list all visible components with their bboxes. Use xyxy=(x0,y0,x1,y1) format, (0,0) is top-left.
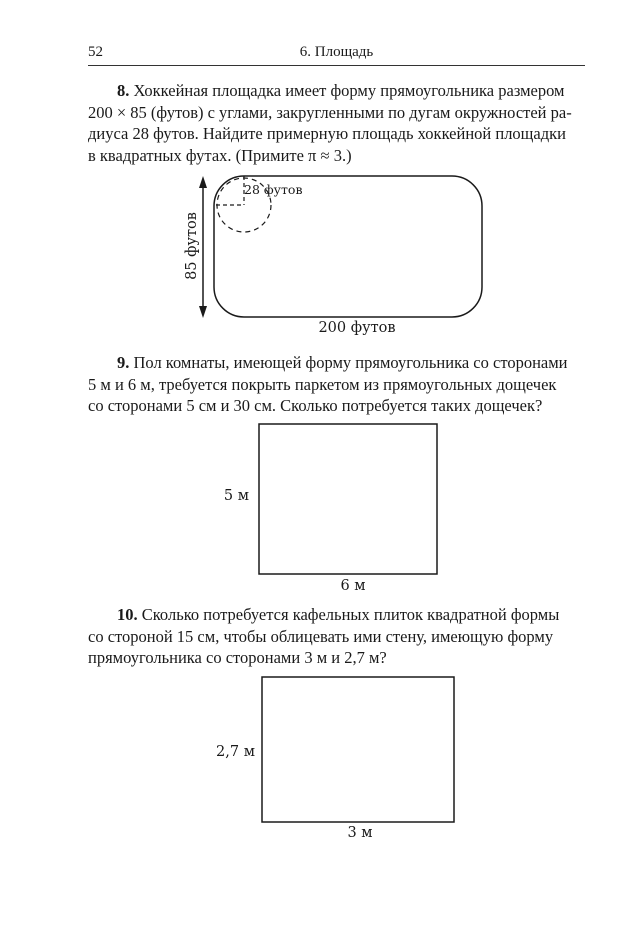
room-width-label: 6 м xyxy=(340,578,366,594)
wall-rectangle xyxy=(262,677,454,822)
radius-label: 28 футов xyxy=(244,182,303,197)
arrow-up-icon xyxy=(199,176,207,188)
arrow-down-icon xyxy=(199,306,207,318)
wall-width-label: 3 м xyxy=(347,825,373,841)
problem-8-number: 8. xyxy=(117,81,130,100)
problem-9-number: 9. xyxy=(117,353,130,372)
corner-circle xyxy=(217,178,271,232)
problem-8-line-3: диуса 28 футов. Найдите примерную площадь хоккейной площадки xyxy=(88,124,566,143)
problem-8-line-4: в квадратных футах. (Примите π ≈ 3.) xyxy=(88,145,352,165)
problem-8-text xyxy=(88,80,585,166)
problem-10-number: 10. xyxy=(117,605,138,624)
problem-8-line-1: 8. Хоккейная площадка имеет форму прямоугольника размером xyxy=(117,81,565,100)
wall-height-label: 2,7 м xyxy=(216,744,255,760)
problem-10-text xyxy=(88,604,585,669)
room-rectangle xyxy=(259,424,437,574)
problem-9-text xyxy=(88,352,585,417)
problem-9-line-1: 9. Пол комнаты, имеющей форму прямоугольника со сторонами xyxy=(117,353,568,372)
height-label: 85 футов xyxy=(184,212,200,280)
problem-9-line-2: 5 м и 6 м, требуется покрыть паркетом из прямоугольных дощечек xyxy=(88,374,557,394)
problem-10-line-2: со стороной 15 см, чтобы облицевать ими стену, имеющую форму xyxy=(88,626,554,646)
problem-10-line-1: 10. Сколько потребуется кафельных плиток квадратной формы xyxy=(117,605,560,624)
problem-9-line-3: со сторонами 5 см и 30 см. Сколько потребуется таких дощечек? xyxy=(88,396,543,415)
chapter-title: 6. Площадь xyxy=(299,44,374,60)
width-label: 200 футов xyxy=(318,320,396,336)
room-height-label: 5 м xyxy=(223,488,249,504)
running-header xyxy=(88,43,585,66)
problem-8-line-2: 200 × 85 (футов) с углами, закругленными по дугам окружностей ра- xyxy=(88,102,572,122)
rink-outline xyxy=(214,176,482,317)
page-number: 52 xyxy=(88,44,103,60)
problem-10-line-3: прямоугольника со сторонами 3 м и 2,7 м? xyxy=(88,648,387,667)
